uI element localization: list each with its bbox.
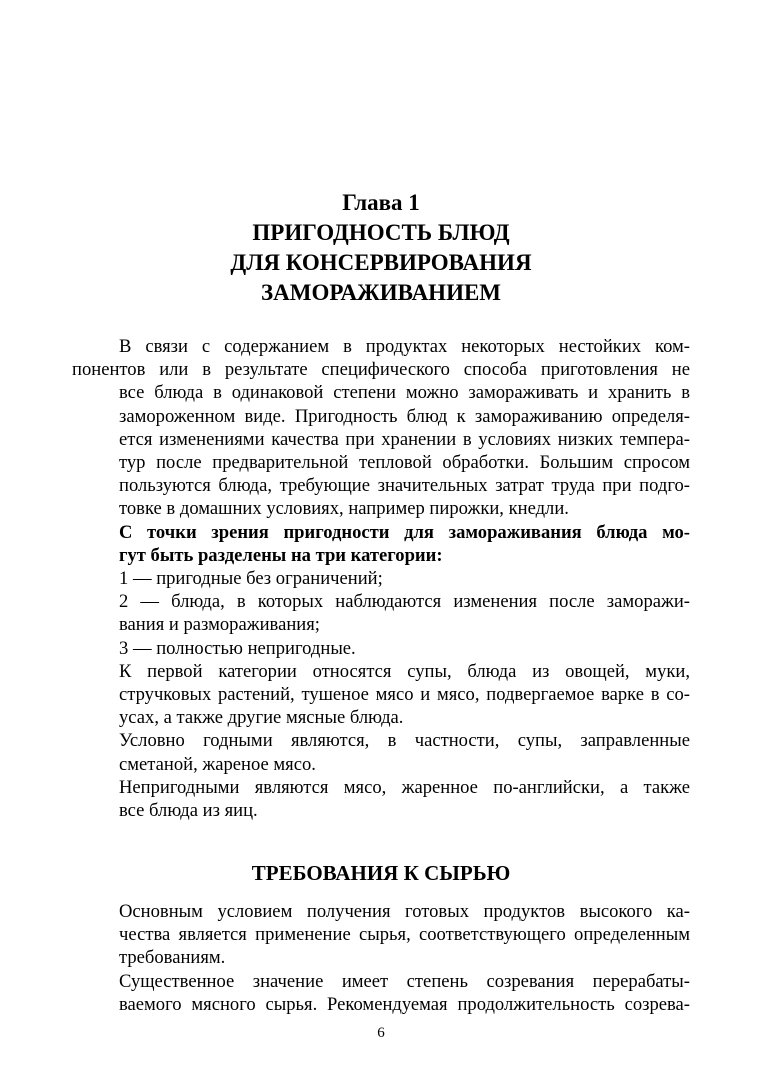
- section-body: [72, 900, 690, 1016]
- text-line: ется изменениями качества при хранении в условиях низких темпера-: [119, 428, 690, 450]
- text-line: товке в домашних условиях, например пирожки, кнедли.: [119, 498, 569, 520]
- chapter-title-line-1: ПРИГОДНОСТЬ БЛЮД: [252, 220, 510, 245]
- text-line: Условно годными являются, в частности, супы, заправленные: [119, 730, 690, 752]
- page-number: 6: [377, 1025, 385, 1041]
- text-line: стручковых растений, тушеное мясо и мясо, подвергаемое варке в со-: [119, 684, 690, 706]
- list-item-category-3: [72, 637, 690, 660]
- text-line: Непригодными являются мясо, жаренное по-английски, а также: [119, 776, 690, 798]
- text-line: Существенное значение имеет степень созревания перерабаты-: [119, 970, 690, 992]
- chapter-title-line-3: ЗАМОРАЖИВАНИЕМ: [260, 280, 502, 305]
- text-line: 3 — полностью непригодные.: [119, 637, 356, 659]
- chapter-label: Глава 1: [342, 190, 420, 215]
- text-line: тур после предварительной тепловой обработки. Большим спросом: [119, 452, 690, 474]
- paragraph-raw-material-requirements: [72, 900, 690, 970]
- text-line: 2 — блюда, в которых наблюдаются изменения после заморажи-: [119, 591, 690, 613]
- text-line: все блюда в одинаковой степени можно замораживать и хранить в: [119, 382, 690, 404]
- text-line: сметаной, жареное мясо.: [119, 753, 316, 775]
- text-line: ваемого мясного сырья. Рекомендуемая продолжительность созрева-: [119, 993, 690, 1015]
- text-line: В связи с содержанием в продуктах некоторых нестойких ком-: [119, 336, 690, 357]
- text-line: Основным условием получения готовых продуктов высокого ка-: [119, 901, 690, 922]
- section-heading: ТРЕБОВАНИЯ К СЫРЬЮ: [251, 861, 511, 885]
- text-line: чества является применение сырья, соответствующего определенным: [119, 924, 690, 946]
- paragraph-conditionally-suitable: [72, 729, 690, 775]
- paragraph-first-category: [72, 660, 690, 730]
- text-line: С точки зрения пригодности для замораживания блюда мо-: [119, 521, 690, 543]
- paragraph-categories-lead: [72, 521, 690, 567]
- list-item-category-2: [72, 590, 690, 636]
- chapter-title-line-2: ДЛЯ КОНСЕРВИРОВАНИЯ: [230, 250, 532, 275]
- text-line: 1 — пригодные без ограничений;: [119, 568, 383, 590]
- text-line: понентов или в результате специфического способа приготовления не: [72, 359, 690, 381]
- text-line: вания и размораживания;: [119, 614, 320, 636]
- text-line: усах, а также другие мясные блюда.: [119, 707, 404, 729]
- paragraph-maturation: [72, 970, 690, 1016]
- paragraph-intro: [72, 335, 690, 521]
- chapter-body: [72, 335, 690, 822]
- text-line: К первой категории относятся супы, блюда из овощей, муки,: [119, 660, 690, 682]
- text-line: все блюда из яиц.: [119, 800, 258, 822]
- text-line: пользуются блюда, требующие значительных затрат труда при подго-: [119, 475, 690, 497]
- text-line: гут быть разделены на три категории:: [119, 544, 443, 566]
- chapter-heading: [72, 188, 690, 308]
- text-line: замороженном виде. Пригодность блюд к замораживанию определя-: [119, 405, 690, 427]
- list-item-category-1: [72, 567, 690, 590]
- text-line: требованиям.: [119, 947, 226, 969]
- paragraph-unsuitable: [72, 776, 690, 822]
